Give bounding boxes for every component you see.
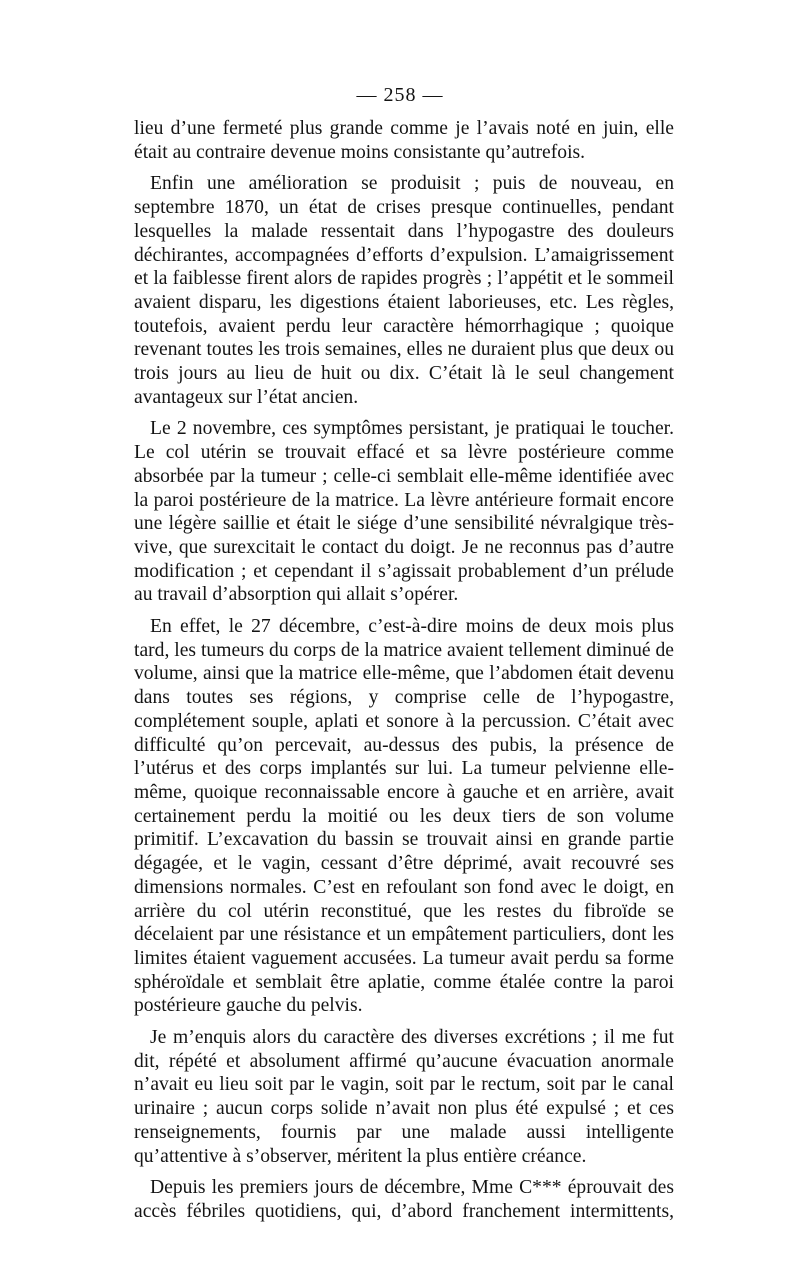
page-number: — 258 — [356, 84, 444, 106]
paragraph-1: lieu d’une fermeté plus grande comme je l’avais noté en juin, elle était au contraire devenue moins consistante qu’autrefois. [134, 118, 674, 163]
paragraph-5: Je m’enquis alors du caractère des diverses excrétions ; il me fut dit, répété et absolument affirmé qu’aucune évacuation anormale n’avait eu lieu soit par le vagin, soit par le rectum, soit par le canal urinaire ; aucun corps solide n’avait non plus été expulsé ; et ces renseignements, fournis par une malade aussi intelligente qu’attentive à s’observer, méritent la plus entière créance. [134, 1027, 674, 1167]
paragraph-6: Depuis les premiers jours de décembre, Mme C*** éprouvait des accès fébriles quotidiens, qui, d’abord franchement intermittents, [134, 1177, 674, 1222]
paragraph-2: Enfin une amélioration se produisit ; puis de nouveau, en septembre 1870, un état de crises presque continuelles, pendant lesquelles la malade ressentait dans l’hypogastre des douleurs déchirantes, accompagnées d’efforts d’expulsion. L’amaigrissement et la faiblesse firent alors de rapides progrès ; l’appétit et le sommeil avaient disparu, les digestions étaient laborieuses, etc. Les règles, toutefois, avaient perdu leur caractère hémorrhagique ; quoique revenant toutes les trois semaines, elles ne duraient plus que deux ou trois jours au lieu de huit ou dix. C’était là le seul changement avantageux sur l’état ancien. [134, 173, 674, 408]
page-body [134, 117, 674, 1232]
paragraph-4: En effet, le 27 décembre, c’est-à-dire moins de deux mois plus tard, les tumeurs du corps de la matrice avaient tellement diminué de volume, ainsi que la matrice elle-même, que l’abdomen était devenu dans toutes ses régions, y comprise celle de l’hypogastre, complétement souple, aplati et sonore à la percussion. C’était avec difficulté qu’on percevait, au-dessus des pubis, la présence de l’utérus et des corps implantés sur lui. La tumeur pelvienne elle-même, quoique reconnaissable encore à gauche et en arrière, avait certainement perdu la moitié ou les deux tiers de son volume primitif. L’excavation du bassin se trouvait ainsi en grande partie dégagée, et le vagin, cessant d’être déprimé, avait recouvré ses dimensions normales. C’est en refoulant son fond avec le doigt, en arrière du col utérin reconstitué, que les restes du fibroïde se décelaient par une résistance et un empâtement particuliers, dont les limites étaient vaguement accusées. La tumeur avait perdu sa forme sphéroïdale et semblait être aplatie, comme étalée contre la paroi postérieure gauche du pelvis. [134, 616, 674, 1017]
paragraph-3: Le 2 novembre, ces symptômes persistant, je pratiquai le toucher. Le col utérin se trouvait effacé et sa lèvre postérieure comme absorbée par la tumeur ; celle-ci semblait elle-même identifiée avec la paroi postérieure de la matrice. La lèvre antérieure formait encore une légère saillie et était le siége d’une sensibilité névralgique très-vive, que surexcitait le contact du doigt. Je ne reconnus pas d’autre modification ; et cependant il s’agissait probablement d’un prélude au travail d’absorption qui allait s’opérer. [134, 418, 674, 606]
